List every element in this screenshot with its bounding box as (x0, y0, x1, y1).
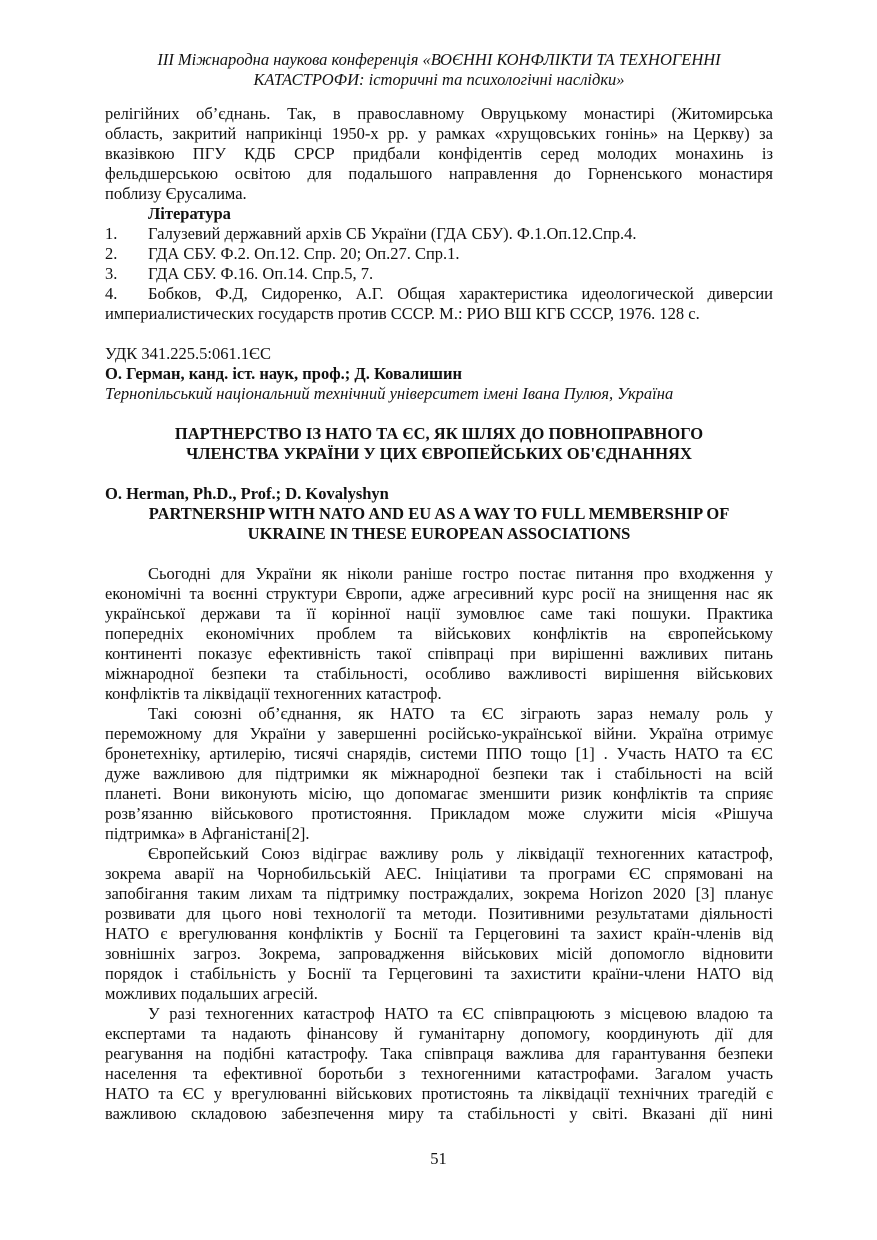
text-line: української держави та її корінної нації зумовлює саме такі пошуки. Практика (105, 604, 773, 623)
literature-title: Література (148, 204, 231, 223)
header-line-1: ІІІ Міжнародна наукова конференція «ВОЄННІ КОНФЛІКТИ ТА ТЕХНОГЕННІ (157, 50, 721, 69)
reference-number: 4. (105, 284, 118, 303)
reference-text: Галузевий державний архів СБ України (ГДА СБУ). Ф.1.Оп.12.Спр.4. (148, 224, 637, 243)
text-line: можливих подальших агресій. (105, 984, 318, 1003)
paragraph (105, 564, 773, 704)
text-line: важливою складовою забезпечення миру та стабільності у світі. Вказані дії нині (105, 1104, 773, 1123)
text-line: планеті. Вони виконують місію, що допомагає зменшити ризик конфліктів та сприяє (105, 784, 773, 803)
text-line: НАТО та ЄС у врегулюванні військових протистоянь та ліквідації технічних трагедій є (105, 1084, 773, 1103)
text-line: Такі союзні об’єднання, як НАТО та ЄС зіграють зараз немалу роль у (148, 704, 773, 723)
text-line: Сьогодні для України як ніколи раніше гостро постає питання про входження у (148, 564, 773, 583)
reference-text: ГДА СБУ. Ф.2. Оп.12. Спр. 20; Оп.27. Спр.1. (148, 244, 460, 263)
page-number: 51 (430, 1149, 447, 1168)
text-line: порядок і стабільність у Боснії та Герцеговині та захистити країни-члени НАТО від (105, 964, 773, 983)
text-line: економічні та воєнні структури Європи, адже агресивний курс росії на знищення нас як (105, 584, 773, 603)
text-line: міжнародної безпеки та стабільності, особливо важливості вирішення військових (105, 664, 773, 683)
reference-item (105, 284, 773, 304)
spacer (105, 324, 773, 344)
title-english-line-2: UKRAINE IN THESE EUROPEAN ASSOCIATIONS (247, 524, 631, 543)
reference-text-continued: империалистических государств против СССР. М.: РИО ВШ КГБ СССР, 1976. 128 с. (105, 304, 700, 323)
text-line: область, закритий наприкінці 1950-х рр. у рамках «хрущовських гонінь» на Церкву) за (105, 124, 773, 143)
text-line: конфліктів та ліквідації техногенних катастроф. (105, 684, 442, 703)
page-body (105, 104, 773, 1124)
text-line: населення та ефективної боротьби з техногенними катастрофами. Загалом участь (105, 1064, 773, 1083)
paragraph (105, 704, 773, 844)
text-line: континенті показує ефективність такої співпраці при вирішенні важливих питань (105, 644, 773, 663)
text-line: У разі техногенних катастроф НАТО та ЄС співпрацюють з місцевою владою та (148, 1004, 773, 1023)
text-line: експертами та надають фінансову й гуманітарну допомогу, координують дії для (105, 1024, 773, 1043)
text-line: НАТО є врегулювання конфліктів у Боснії та Герцеговині та захист країн-членів від (105, 924, 773, 943)
spacer (105, 404, 773, 424)
text-line: Європейський Союз відіграє важливу роль у ліквідації техногенних катастроф, (148, 844, 773, 863)
affiliation: Тернопільський національний технічний університет імені Івана Пулюя, Україна (105, 384, 674, 403)
title-ukrainian-line-1: ПАРТНЕРСТВО ІЗ НАТО ТА ЄС, ЯК ШЛЯХ ДО ПОВНОПРАВНОГО (174, 424, 704, 443)
text-line: переможному для України у завершенні російсько-української війни. Україна отримує (105, 724, 773, 743)
literature-section (105, 204, 773, 324)
text-line: реагування на подібні катастрофу. Така співпраця важлива для гарантування безпеки (105, 1044, 773, 1063)
text-line: релігійних об’єднань. Так, в православному Овруцькому монастирі (Житомирська (105, 104, 773, 123)
title-ukrainian-line-2: ЧЛЕНСТВА УКРАЇНИ У ЦИХ ЄВРОПЕЙСЬКИХ ОБ'ЄДНАННЯХ (186, 444, 692, 463)
reference-number: 2. (105, 244, 118, 263)
article-body (105, 564, 773, 1124)
text-line: вказівкою ПГУ КДБ СРСР придбали конфідентів серед молодих монахинь із (105, 144, 773, 163)
text-line: запобігання таким лихам та підтримку постраждалих, зокрема Horizon 2020 [3] планує (105, 884, 773, 903)
text-line: підтримка» в Афганістані[2]. (105, 824, 310, 843)
previous-article-tail (105, 104, 773, 204)
text-line: зовнішніх загроз. Зокрема, запровадження військових місій допомогло відновити (105, 944, 773, 963)
text-line: розв’язанню військового протистояння. Прикладом може служити місія «Рішуча (105, 804, 773, 823)
spacer (105, 544, 773, 564)
reference-item (105, 264, 773, 284)
running-header (105, 50, 773, 90)
udk-code: УДК 341.225.5:061.1ЄС (105, 344, 272, 363)
reference-item (105, 244, 773, 264)
reference-text: ГДА СБУ. Ф.16. Оп.14. Спр.5, 7. (148, 264, 374, 283)
authors-english: O. Herman, Ph.D., Prof.; D. Kovalyshyn (105, 484, 389, 503)
text-line: попередніх економічних проблем та військових конфліктів на європейському (105, 624, 773, 643)
text-line: фельдшерською освітою для подальшого направлення до Горненського монастиря (105, 164, 773, 183)
reference-text: Бобков, Ф.Д, Сидоренко, А.Г. Общая характеристика идеологической диверсии (148, 284, 773, 303)
text-line: поблизу Єрусалима. (105, 184, 247, 203)
text-line: розвивати для цього нові технології та методи. Позитивними результатами діяльності (105, 904, 773, 923)
reference-number: 3. (105, 264, 118, 283)
text-line: дуже важливою для підтримки як міжнародної безпеки так і стабільності на всій (105, 764, 773, 783)
text-line: зокрема аварії на Чорнобильській АЕС. Ініціативи та програми ЄС спрямовані на (105, 864, 773, 883)
article-heading (105, 344, 773, 564)
title-english-line-1: PARTNERSHIP WITH NATO AND EU AS A WAY TO FULL MEMBERSHIP OF (148, 504, 730, 523)
spacer (105, 464, 773, 484)
reference-number: 1. (105, 224, 118, 243)
paragraph (105, 1004, 773, 1124)
text-line: бронетехніку, артилерію, тисячі снарядів, системи ППО тощо [1] . Участь НАТО та ЄС (105, 744, 773, 763)
reference-item (105, 224, 773, 244)
paragraph (105, 844, 773, 1004)
header-line-2: КАТАСТРОФИ: історичні та психологічні наслідки» (253, 70, 625, 89)
authors-ukrainian: О. Герман, канд. іст. наук, проф.; Д. Ковалишин (105, 364, 462, 383)
